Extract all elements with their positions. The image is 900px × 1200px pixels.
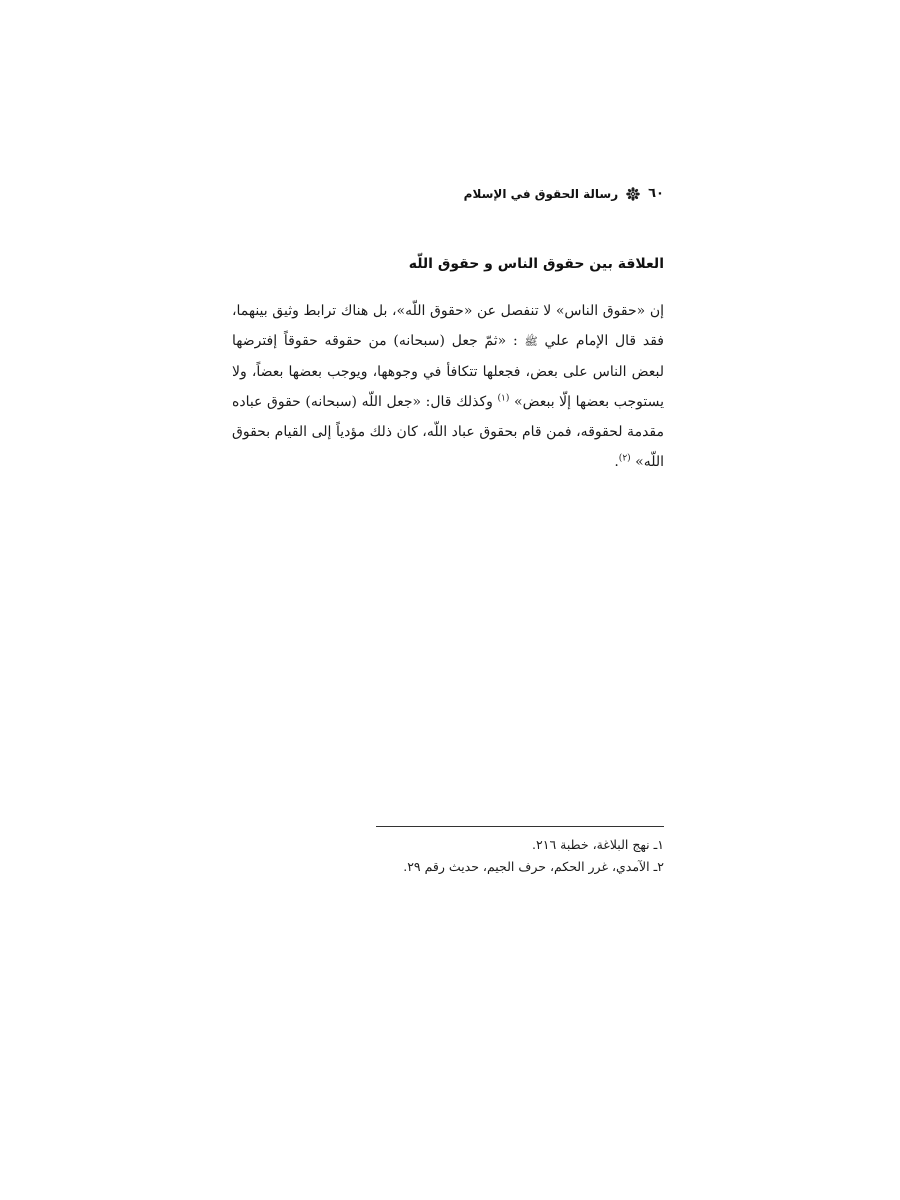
page-number: ٦٠ — [648, 186, 664, 201]
body-paragraph — [232, 296, 664, 477]
body-text-part2: : «ثمّ جعل (سبحانه) من حقوقه حقوقاً إفترضها لبعض الناس على بعض، فجعلها تتكافأ في وجوهها، ويوجب بعضها بعضاً، ولا يستوجب بعضها إلّا ببعض» — [232, 333, 664, 410]
footnote-divider — [376, 826, 664, 827]
running-header — [464, 186, 664, 201]
book-title: رسالة الحقوق في الإسلام — [463, 186, 619, 201]
footnotes — [403, 834, 664, 878]
body-text-part1: إن «حقوق الناس» لا تنفصل عن «حقوق اللّه»، بل هناك ترابط وثيق بينهما، فقد قال الإمام علي — [232, 303, 664, 349]
footnote-ref-2: (٢) — [618, 453, 631, 464]
body-text-end: . — [614, 454, 619, 470]
honorific-symbol: ﷺ — [524, 335, 538, 348]
footnote-ref-1: (١) — [497, 393, 510, 404]
flower-ornament-icon — [626, 187, 640, 201]
body-text-part3: وكذلك قال: «جعل اللّه (سبحانه) حقوق عباده مقدمة لحقوقه، فمن قام بحقوق عباد اللّه، كان ذلك مؤدياً إلى القيام بحقوق اللّه» — [232, 394, 664, 470]
footnote-2: ٢ـ الآمدي، غرر الحكم، حرف الجيم، حديث رقم ٢٩. — [403, 859, 664, 874]
section-title: العلاقة بين حقوق الناس و حقوق اللّه — [408, 256, 664, 272]
footnote-1: ١ـ نهج البلاغة، خطبة ٢١٦. — [532, 837, 664, 852]
